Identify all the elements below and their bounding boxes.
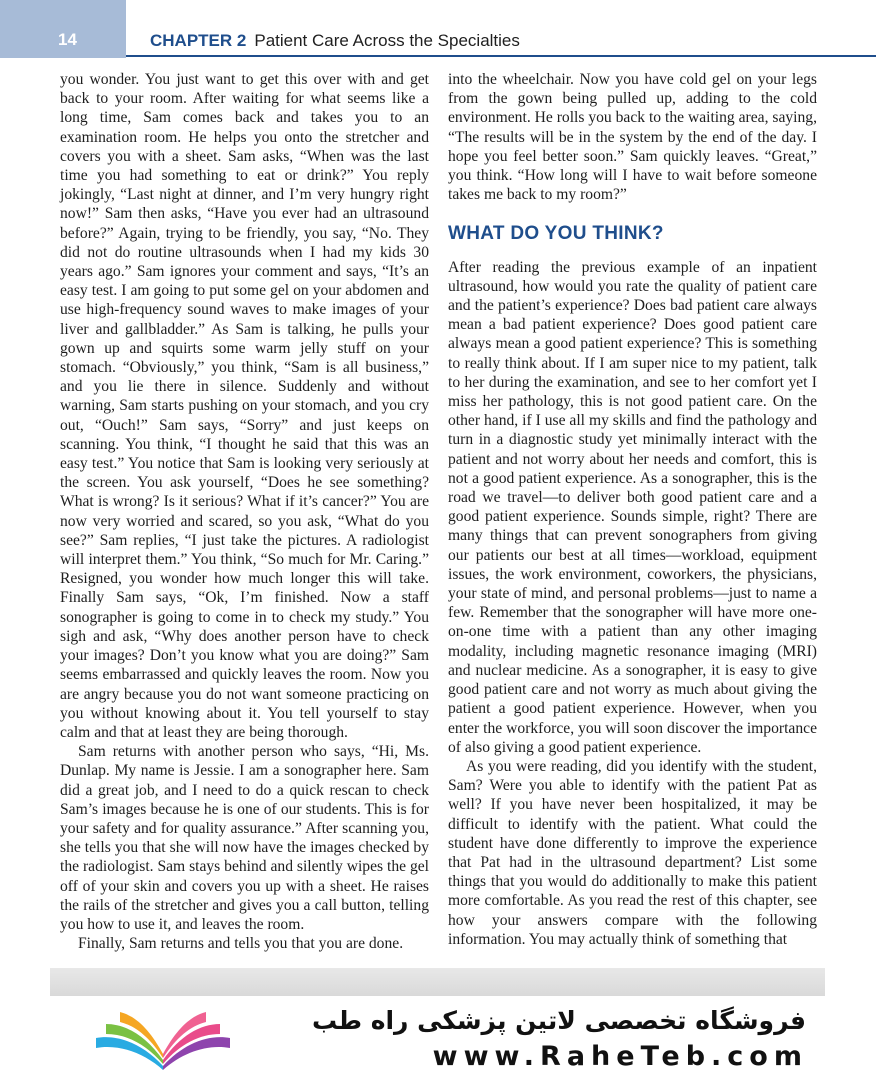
chapter-label: CHAPTER 2 [150, 31, 247, 50]
right-column [448, 70, 817, 949]
paragraph: As you were reading, did you identify with the student, Sam? Were you able to identify with the patient Pat as well? If you have never been hospitalized, it may be difficult to identify with the patient. What could the student have done differently to improve the experience that Pat had in the ultrasound department? List some things that you would do additionally to make this patient more comfortable. As you read the rest of this chapter, see how your answers compare with the following information. You may actually think of something that [448, 757, 817, 948]
page-header [0, 0, 876, 58]
paragraph: Sam returns with another person who says, “Hi, Ms. Dunlap. My name is Jessie. I am a sonographer here. Sam did a great job, and I need to do a quick rescan to check Sam’s images because he is one of our students. This is for your safety and for quality assurance.” After scanning you, she tells you that she will now have the images checked by the radiologist. Sam stays behind and silently wipes the gel off of your skin and covers you up with a sheet. He raises the rails of the stretcher and gives you a call button, telling you how to use it, and leaves the room. [60, 743, 429, 933]
watermark-footer [0, 996, 876, 1080]
page-number: 14 [58, 30, 77, 49]
paragraph: After reading the previous example of an inpatient ultrasound, how would you rate the quality of patient care and the patient’s experience? Does bad patient care always mean a bad patient experience? Does good patient care always mean a good patient experience? This is something to really think about. If I am super nice to my patient, talk to her during the examination, and see to her comfort yet I miss her pathology, this is not good patient care. On the other hand, if I use all my skills and find the pathology and turn in a diagnostic study yet minimally interact with the patient and not worry about her needs and comfort, this is not a good patient experience. As a sonographer, this is the road we travel—to deliver both good patient care and a good patient experience. Sounds simple, right? There are many things that can prevent sonographers from giving our patients our best at all times—workload, equipment issues, the work environment, coworkers, the physicians, your state of mind, and personal problems—just to name a few. Remember that the sonographer will have more one-on-one time with a patient than any other imaging modality, including magnetic resonance imaging (MRI) and nuclear medicine. As a sonographer, it is easy to give good patient care and not worry as much about giving the patient a good patient experience. However, when you enter the workforce, you will soon discover the importance of also giving a good patient experience. [448, 258, 817, 756]
paragraph: Finally, Sam returns and tells you that you are done. [78, 935, 404, 953]
scan-shadow-band [50, 968, 825, 996]
book-logo-icon [88, 1004, 238, 1074]
page-number-tab [0, 0, 126, 58]
store-name: فروشگاه تخصصی لاتین پزشکی راه طب [311, 1006, 806, 1035]
chapter-title: Patient Care Across the Specialties [254, 31, 520, 50]
header-rule [126, 55, 876, 57]
running-head [150, 31, 520, 51]
left-column [60, 70, 429, 953]
store-url: www.RaheTeb.com [432, 1041, 808, 1072]
paragraph: into the wheelchair. Now you have cold gel on your legs from the gown being pulled up, adding to the cold environment. He rolls you back to the waiting area, saying, “The results will be in the system by the end of the day. I hope you feel better soon.” Sam quickly leaves. “Great,” you think. “How long will I have to wait before someone takes me back to my room?” [448, 71, 817, 204]
paragraph: you wonder. You just want to get this over with and get back to your room. After waiting for what seems like a long time, Sam comes back and takes you to an examination room. He helps you onto the stretcher and covers you with a sheet. Sam asks, “When was the last time you had something to eat or drink?” You reply jokingly, “Last night at dinner, and I’m very hungry right now!” Sam then asks, “Have you ever had an ultrasound before?” Again, trying to be friendly, you say, “No. They did not do routine ultrasounds when I had my kids 30 years ago.” Sam ignores your comment and says, “It’s an easy test. I am going to put some gel on your abdomen and use high-frequency sound waves to make images of your liver and gallbladder.” As Sam is talking, he pulls your gown up and squirts some warm jelly stuff on your stomach. “Obviously,” you think, “Sam is all business,” and you lie there in silence. Suddenly and without warning, Sam starts pushing on your stomach, and you cry out, “Ouch!” Sam says, “Sorry” and just keeps on scanning. You think, “I thought he said that this was an easy test.” You notice that Sam is looking very seriously at the screen. You ask yourself, “Does he see something? What is wrong? Is it serious? What if it’s cancer?” You are now very worried and scared, so you ask, “What do you see?” Sam replies, “I just take the pictures. A radiologist will interpret them.” You think, “So much for Mr. Caring.” Resigned, you wonder how much longer this will take. Finally Sam says, “Ok, I’m finished. Now a staff sonographer is going to come in to check my study.” You sigh and ask, “Why does another person have to check your images? Don’t you know what you are doing?” Sam seems embarrassed and quickly leaves the room. Now you are angry because you do not want someone practicing on you without knowing about it. You tell yourself to stay calm and that at least they are being thorough. [60, 71, 429, 741]
section-heading: WHAT DO YOU THINK? [448, 223, 664, 245]
